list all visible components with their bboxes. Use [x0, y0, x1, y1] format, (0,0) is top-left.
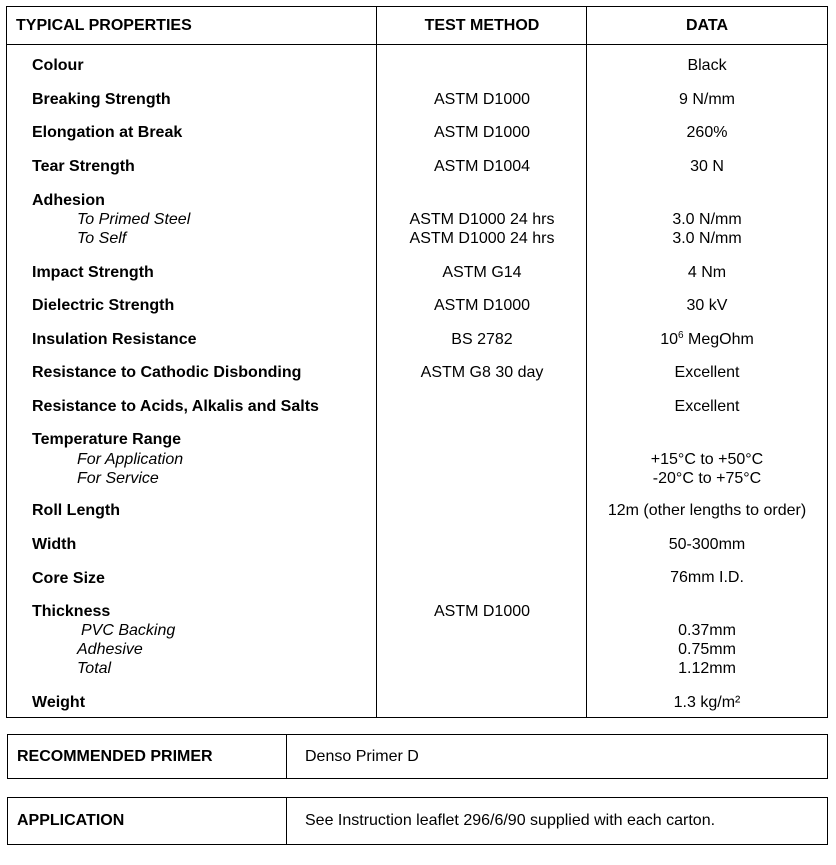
data-to-primed-steel: 3.0 N/mm [672, 211, 742, 228]
data-acids-alkalis-salts: Excellent [674, 398, 740, 415]
property-adhesion: Adhesion [32, 192, 105, 209]
application-value: See Instruction leaflet 296/6/90 supplied with each carton. [305, 812, 716, 829]
property-cathodic-disbonding: Resistance to Cathodic Disbonding [32, 364, 302, 381]
sub-to-primed-steel: To Primed Steel [77, 211, 191, 228]
method-cathodic-disbonding: ASTM G8 30 day [420, 364, 544, 381]
data-weight: 1.3 kg/m² [673, 694, 741, 711]
application-label: APPLICATION [17, 812, 125, 829]
method-tear-strength: ASTM D1004 [433, 158, 531, 175]
sub-for-application: For Application [77, 451, 184, 468]
data-breaking-strength: 9 N/mm [679, 91, 735, 108]
data-dielectric-strength: 30 kV [686, 297, 728, 314]
property-colour: Colour [32, 57, 84, 74]
data-colour: Black [687, 57, 727, 74]
method-to-self: ASTM D1000 24 hrs [409, 230, 555, 247]
method-impact-strength: ASTM G14 [442, 264, 522, 281]
method-to-primed-steel: ASTM D1000 24 hrs [409, 211, 555, 228]
header-typical-properties: TYPICAL PROPERTIES [16, 17, 192, 34]
method-insulation-resistance: BS 2782 [451, 331, 513, 348]
header-test-method: TEST METHOD [424, 17, 540, 34]
method-elongation: ASTM D1000 [433, 124, 531, 141]
method-breaking-strength: ASTM D1000 [433, 91, 531, 108]
method-dielectric-strength: ASTM D1000 [433, 297, 531, 314]
sub-total: Total [77, 660, 112, 677]
data-for-application: +15°C to +50°C [650, 451, 764, 468]
primer-value: Denso Primer D [305, 748, 419, 765]
data-tear-strength: 30 N [690, 158, 724, 175]
primer-label: RECOMMENDED PRIMER [17, 748, 213, 765]
data-to-self: 3.0 N/mm [672, 230, 742, 247]
property-thickness: Thickness [32, 603, 111, 620]
property-dielectric-strength: Dielectric Strength [32, 297, 175, 314]
property-tear-strength: Tear Strength [32, 158, 135, 175]
data-roll-length: 12m (other lengths to order) [607, 502, 807, 519]
sub-to-self: To Self [77, 230, 127, 247]
data-impact-strength: 4 Nm [687, 264, 727, 281]
property-width: Width [32, 536, 77, 553]
property-impact-strength: Impact Strength [32, 264, 154, 281]
property-temperature-range: Temperature Range [32, 431, 182, 448]
data-for-service: -20°C to +75°C [652, 470, 762, 487]
header-data: DATA [685, 17, 729, 34]
property-roll-length: Roll Length [32, 502, 120, 519]
data-pvc-backing: 0.37mm [678, 622, 736, 639]
property-insulation-resistance: Insulation Resistance [32, 331, 197, 348]
method-thickness: ASTM D1000 [433, 603, 531, 620]
property-core-size: Core Size [32, 570, 105, 587]
sub-for-service: For Service [77, 470, 159, 487]
data-core-size: 76mm I.D. [670, 569, 744, 586]
application-divider [286, 797, 287, 845]
data-cathodic-disbonding: Excellent [674, 364, 740, 381]
property-elongation: Elongation at Break [32, 124, 183, 141]
property-breaking-strength: Breaking Strength [32, 91, 171, 108]
primer-divider [286, 734, 287, 779]
header-divider [6, 44, 828, 45]
property-weight: Weight [32, 694, 86, 711]
data-total: 1.12mm [678, 660, 736, 677]
sub-pvc-backing: PVC Backing [81, 622, 176, 639]
property-acids-alkalis-salts: Resistance to Acids, Alkalis and Salts [32, 398, 319, 415]
data-elongation: 260% [686, 124, 728, 141]
sub-adhesive: Adhesive [77, 641, 143, 658]
data-width: 50-300mm [668, 536, 746, 553]
data-insulation-resistance: $10^6$ MegOhm [660, 330, 754, 348]
data-adhesive: 0.75mm [678, 641, 736, 658]
